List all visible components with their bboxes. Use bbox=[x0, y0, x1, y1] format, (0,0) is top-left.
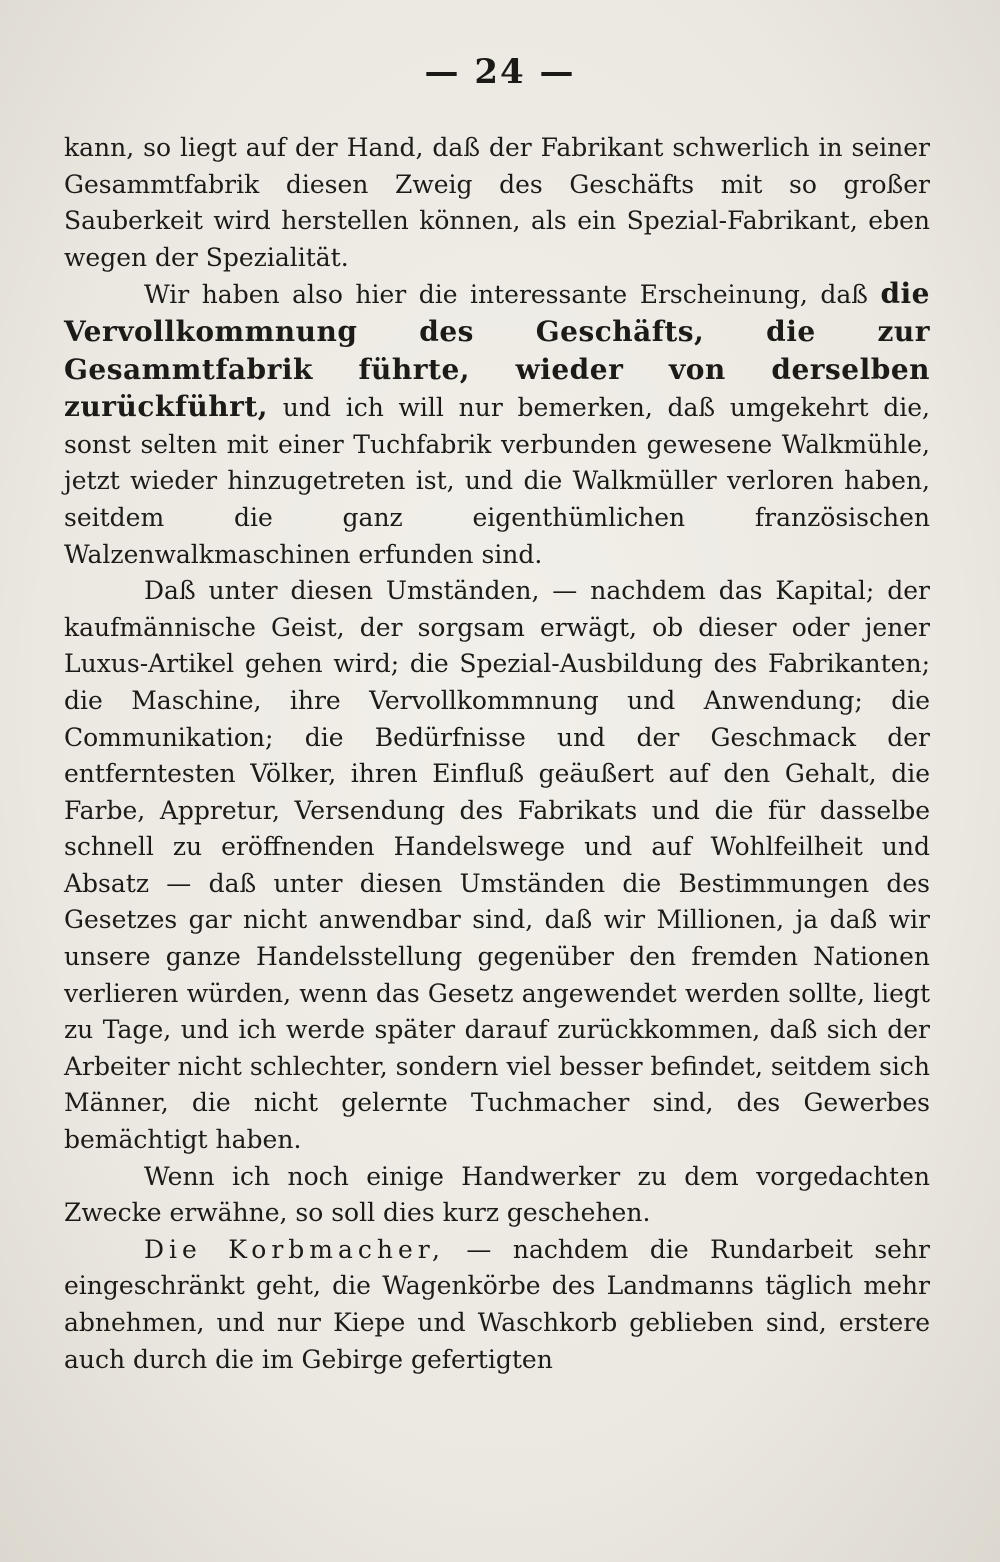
paragraph-5 bbox=[64, 1232, 930, 1378]
paragraph-2-end: und ich will nur bemerken, daß umgekehrt die, sonst selten mit einer Tuchfabrik verbunden gewesene Walkmühle, jetzt wieder hinzugetreten ist, und die Walkmüller verloren haben, seitdem die ganz eigenthümlichen französischen Walzenwalkmaschinen erfunden sind. bbox=[64, 393, 930, 569]
body-text bbox=[64, 130, 930, 1378]
paragraph-2-start: Wir haben also hier die interessante Erscheinung, daß bbox=[144, 280, 881, 310]
paragraph-3: Daß unter diesen Umständen, — nachdem das Kapital; der kaufmännische Geist, der sorgsam erwägt, ob dieser oder jener Luxus-Artikel gehen wird; die Spezial-Ausbildung des Fabrikanten; die Maschine, ihre Vervollkommnung und Anwendung; die Communikation; die Bedürfnisse und der Geschmack der entferntesten Völker, ihren Einfluß geäußert auf den Gehalt, die Farbe, Appretur, Versendung des Fabrikats und die für dasselbe schnell zu eröffnenden Handelswege und auf Wohlfeilheit und Absatz — daß unter diesen Umständen die Bestimmungen des Gesetzes gar nicht anwendbar sind, daß wir Millionen, ja daß wir unsere ganze Handelsstellung gegenüber den fremden Nationen verlieren würden, wenn das Gesetz angewendet werden sollte, liegt zu Tage, und ich werde später darauf zurückkommen, daß sich der Arbeiter nicht schlechter, sondern viel besser befindet, seitdem sich Männer, die nicht gelernte Tuchmacher sind, des Gewerbes bemächtigt haben. bbox=[64, 576, 930, 1155]
paragraph-1: kann, so liegt auf der Hand, daß der Fabrikant schwerlich in seiner Gesammtfabrik diesen Zweig des Geschäfts mit so großer Sauberkeit wird herstellen können, als ein Spezial-Fabrikant, eben wegen der Spezialität. bbox=[64, 133, 930, 272]
paragraph-5-rest: — nachdem die Rundarbeit sehr eingeschränkt geht, die Wagenkörbe des Landmanns täglich mehr abnehmen, und nur Kiepe und Waschkorb geblieben sind, erstere auch durch die im Gebirge gefertigten bbox=[64, 1234, 930, 1374]
section-heading-korbmacher: Die Korbmacher, bbox=[144, 1234, 445, 1264]
emphasized-statement: die Vervollkommnung des Geschäfts, die zur Gesammtfabrik führte, wieder von derselben zurückführt, bbox=[64, 277, 930, 424]
paragraph-4: Wenn ich noch einige Handwerker zu dem vorgedachten Zwecke erwähne, so soll dies kurz geschehen. bbox=[64, 1161, 930, 1228]
page-number: — 24 — bbox=[424, 52, 576, 92]
paragraph-2 bbox=[64, 276, 930, 573]
